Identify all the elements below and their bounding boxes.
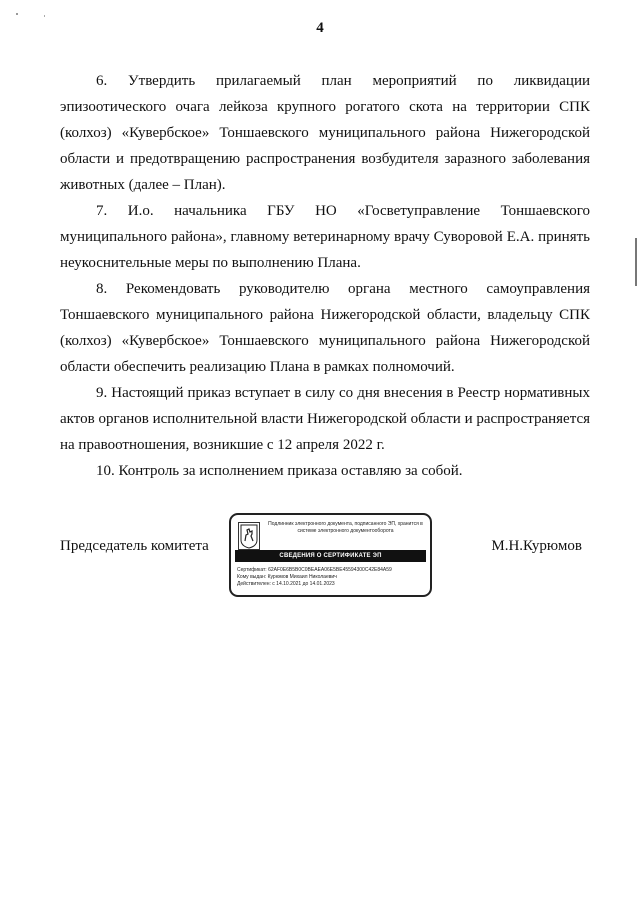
owner-line: Кому выдан: Курюмов Михаил Николаевич — [237, 574, 337, 580]
stamp-notice: Подлинник электронного документа, подписанного ЭП, хранится в системе электронного документооборота — [268, 521, 423, 534]
paragraph-6: 6. Утвердить прилагаемый план мероприятий по ликвидации эпизоотического очага лейкоза крупного рогатого скота на территории СПК (колхоз) «Кувербское» Тоншаевского муниципального района Нижегородской области и предотвращению распространения возбудителя заразного заболевания животных (далее – План). — [60, 73, 590, 193]
paragraph-10: 10. Контроль за исполнением приказа оставляю за собой. — [96, 463, 463, 479]
signatory-name: М.Н.Курюмов — [491, 538, 582, 554]
scan-artifact — [44, 15, 45, 17]
paragraph-8: 8. Рекомендовать руководителю органа местного самоуправления Тоншаевского муниципального района Нижегородской области, владельцу СПК (колхоз) «Кувербское» Тоншаевского муниципального района Нижегородской области обеспечить реализацию Плана в рамках полномочий. — [60, 281, 590, 375]
scan-artifact — [16, 13, 18, 15]
validity-line: Действителен: с 14.10.2021 до 14.01.2023 — [237, 581, 335, 587]
scan-edge-artifact — [635, 238, 637, 286]
certificate-line: Сертификат: 62AF0E6B5B0C0BEAEA06E5BE45594300C42E84A59 — [237, 567, 392, 573]
coat-of-arms-deer-icon — [238, 522, 260, 550]
paragraph-9: 9. Настоящий приказ вступает в силу со дня внесения в Реестр нормативных актов органов исполнительной власти Нижегородской области и распространяется на правоотношения, возникшие с 12 апреля 2022 г. — [60, 385, 590, 453]
page-number: 4 — [316, 20, 324, 36]
document-body — [60, 68, 590, 484]
stamp-banner: СВЕДЕНИЯ О СЕРТИФИКАТЕ ЭП — [235, 550, 426, 562]
signatory-position: Председатель комитета — [60, 538, 209, 554]
paragraph-7: 7. И.о. начальника ГБУ НО «Госветуправление Тоншаевского муниципального района», главному ветеринарному врачу Суворовой Е.А. принять неукоснительные меры по выполнению Плана. — [60, 203, 590, 271]
electronic-signature-stamp — [229, 513, 432, 597]
stamp-details — [237, 567, 427, 588]
